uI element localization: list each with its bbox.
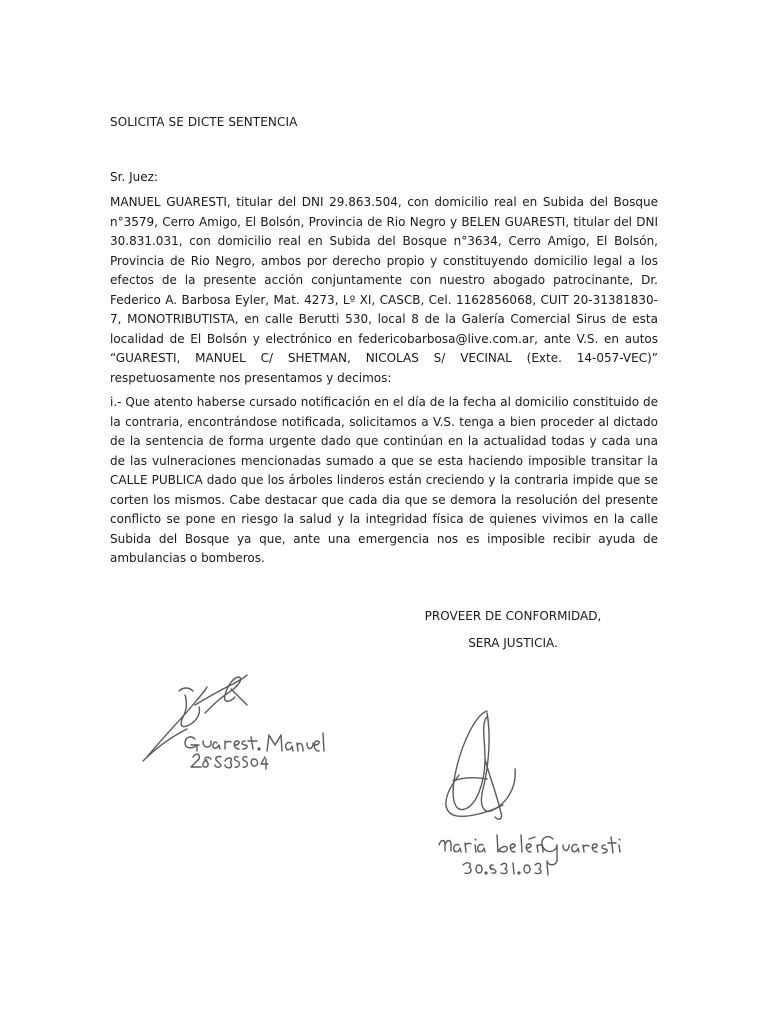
signature-manuel-guaresti bbox=[135, 665, 315, 780]
request-paragraph: i.- Que atento haberse cursado notificación en el día de la fecha al domicilio constituido de la contraria, encontrándose notificada, solicitamos a V.S. tenga a bien proceder al dictado de la sentencia de forma urgente dado que continúan en la actualidad todas y cada una de las vulneraciones mencionadas sumado a que se esta haciendo imposible transitar la CALLE PUBLICA dado que los árboles linderos están creciendo y la contraria impide que se corten los mismos. Cabe destacar que cada dia que se demora la resolución del presente conflicto se pone en riesgo la salud y la integridad física de quienes vivimos en la calle Subida del Bosque ya que, ante una emergencia nos es imposible recibir ayuda de ambulancias o bomberos. bbox=[110, 395, 658, 565]
salutation: Sr. Juez: bbox=[110, 170, 158, 184]
signature-maria-belen-guaresti bbox=[425, 705, 610, 890]
closing-line-conformidad: PROVEER DE CONFORMIDAD, bbox=[424, 609, 602, 623]
document-title: SOLICITA SE DICTE SENTENCIA bbox=[110, 115, 298, 129]
intro-paragraph: MANUEL GUARESTI, titular del DNI 29.863.504, con domicilio real en Subida del Bosque n°3579, Cerro Amigo, El Bolsón, Provincia de Rio Negro y BELEN GUARESTI, titular del DNI 30.831.031, con domicilio real en Subida del Bosque n°3634, Cerro Amigo, El Bolsón, Provincia de Rio Negro, ambos por derecho propio y constituyendo domicilio legal a los efectos de la presente acción conjuntamente con nuestro abogado patrocinante, Dr. Federico A. Barbosa Eyler, Mat. 4273, Lº XI, CASCB, Cel. 1162856068, CUIT 20-31381830- 7, MONOTRIBUTISTA, en calle Berutti 530, local 8 de la Galería Comercial Sirus de esta localidad de El Bolsón y electrónico en federicobarbosa@live.com.ar, ante V.S. en autos “GUARESTI, MANUEL C/ SHETMAN, NICOLAS S/ VECINAL (Exte. 14-057-VEC)” respetuosamente nos presentamos y decimos: bbox=[110, 195, 658, 385]
closing-line-justicia: SERA JUSTICIA. bbox=[468, 636, 558, 650]
